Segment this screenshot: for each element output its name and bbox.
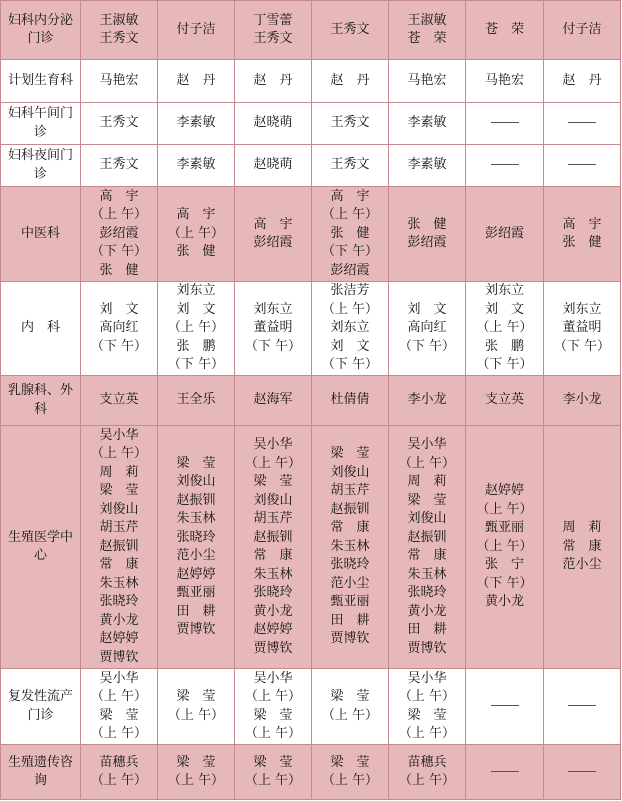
doctor-name: 梁 莹 bbox=[330, 689, 370, 704]
doctor-name: 赵振钏 bbox=[253, 529, 293, 545]
doctor-name: 赵婷婷 bbox=[99, 631, 139, 647]
doctor-name: 梁 莹 bbox=[407, 707, 447, 723]
doctor-name: 赵 丹 bbox=[330, 72, 370, 88]
doctor-cell bbox=[158, 103, 235, 145]
empty-dash bbox=[468, 763, 541, 782]
doctor-name: 常 康 bbox=[253, 548, 293, 563]
doctor-name: 苍 荣 bbox=[484, 21, 524, 37]
doctor-name: 黄小龙 bbox=[253, 603, 293, 619]
doctor-name: 胡玉芹 bbox=[99, 520, 139, 536]
doctor-name: 梁 莹 bbox=[99, 707, 139, 723]
doctor-cell bbox=[312, 282, 389, 376]
doctor-cell bbox=[544, 745, 621, 800]
doctor-name: 赵振钏 bbox=[407, 529, 447, 545]
doctor-cell bbox=[158, 187, 235, 282]
doctor-name: 张 健 bbox=[407, 216, 447, 232]
schedule-row bbox=[1, 745, 621, 800]
doctor-cell bbox=[158, 282, 235, 376]
doctor-name: （上 午） bbox=[398, 455, 456, 471]
doctor-name: 朱玉林 bbox=[330, 538, 370, 554]
doctor-cell bbox=[312, 426, 389, 669]
doctor-name: （上 午） bbox=[167, 707, 225, 723]
doctor-cell bbox=[389, 669, 466, 745]
doctor-name: 胡玉芹 bbox=[253, 511, 293, 526]
doctor-name: 贾博钦 bbox=[176, 622, 216, 637]
doctor-cell bbox=[312, 187, 389, 282]
doctor-name: 刘东立 bbox=[484, 283, 524, 299]
schedule-row bbox=[1, 669, 621, 745]
doctor-name: 黄小龙 bbox=[407, 603, 447, 619]
doctor-cell bbox=[235, 1, 312, 60]
doctor-name: 贾博钦 bbox=[407, 640, 447, 656]
doctor-name: （上 午） bbox=[476, 538, 533, 554]
doctor-cell bbox=[158, 426, 235, 669]
doctor-name: （下 午） bbox=[553, 338, 611, 354]
doctor-name: 刘 文 bbox=[176, 301, 216, 317]
doctor-name: 赵婷婷 bbox=[176, 566, 216, 582]
doctor-name: 胡玉芹 bbox=[330, 483, 370, 499]
doctor-name: 贾博钦 bbox=[330, 631, 370, 647]
doctor-name: （上 午） bbox=[244, 773, 302, 788]
doctor-name: （下 午） bbox=[90, 244, 148, 260]
doctor-name: 甄亚丽 bbox=[176, 585, 216, 600]
doctor-name: 刘 文 bbox=[330, 338, 370, 354]
doctor-cell bbox=[466, 145, 544, 187]
doctor-name: （上 午） bbox=[398, 689, 456, 704]
doctor-name: 赵振钏 bbox=[99, 538, 139, 554]
doctor-name: 张晓玲 bbox=[99, 594, 139, 610]
doctor-cell bbox=[235, 745, 312, 800]
department-label: 计划生育科 bbox=[1, 60, 81, 103]
doctor-cell bbox=[466, 282, 544, 376]
doctor-name: （上 午） bbox=[321, 207, 379, 223]
doctor-name: 张 健 bbox=[330, 225, 370, 241]
doctor-name: 王秀文 bbox=[253, 31, 293, 46]
doctor-name: 苗穗兵 bbox=[99, 754, 139, 770]
schedule-row bbox=[1, 376, 621, 426]
doctor-name: 刘东立 bbox=[562, 301, 602, 317]
doctor-name: 彭绍霞 bbox=[330, 262, 370, 278]
doctor-cell bbox=[158, 60, 235, 103]
doctor-name: 李素敏 bbox=[407, 115, 447, 131]
empty-dash bbox=[546, 114, 618, 133]
doctor-cell bbox=[81, 103, 158, 145]
doctor-name: 赵振钏 bbox=[176, 492, 216, 508]
doctor-name: 赵 丹 bbox=[253, 72, 293, 88]
schedule-row bbox=[1, 426, 621, 669]
doctor-name: 赵晓萌 bbox=[253, 157, 293, 173]
doctor-cell bbox=[544, 1, 621, 60]
doctor-cell bbox=[158, 145, 235, 187]
doctor-name: 吴小华 bbox=[407, 670, 447, 686]
doctor-name: 常 康 bbox=[407, 548, 447, 563]
doctor-name: 刘俊山 bbox=[330, 464, 370, 480]
schedule-row bbox=[1, 1, 621, 60]
doctor-name: 朱玉林 bbox=[176, 511, 216, 526]
doctor-name: 王秀文 bbox=[99, 115, 139, 131]
doctor-name: 张 鹏 bbox=[484, 338, 524, 354]
doctor-name: 范小尘 bbox=[176, 548, 216, 563]
doctor-name: 董益明 bbox=[253, 320, 293, 336]
doctor-cell bbox=[158, 745, 235, 800]
doctor-cell bbox=[235, 669, 312, 745]
schedule-row bbox=[1, 187, 621, 282]
doctor-name: 田 耕 bbox=[330, 612, 370, 628]
doctor-name: 梁 莹 bbox=[99, 483, 139, 499]
doctor-name: 高向红 bbox=[99, 320, 139, 336]
doctor-cell bbox=[235, 187, 312, 282]
department-label: 乳腺科、外科 bbox=[1, 376, 81, 426]
doctor-cell bbox=[235, 103, 312, 145]
doctor-name: 彭绍霞 bbox=[407, 235, 447, 250]
doctor-name: 刘 文 bbox=[407, 301, 447, 317]
schedule-row bbox=[1, 103, 621, 145]
doctor-name: 吴小华 bbox=[99, 670, 139, 686]
doctor-cell bbox=[312, 145, 389, 187]
doctor-name: （上 午） bbox=[244, 726, 302, 741]
doctor-cell bbox=[544, 426, 621, 669]
doctor-name: 梁 莹 bbox=[253, 754, 293, 770]
doctor-name: 梁 莹 bbox=[176, 689, 216, 704]
doctor-cell bbox=[466, 1, 544, 60]
doctor-name: （下 午） bbox=[90, 338, 148, 354]
doctor-name: 张晓玲 bbox=[330, 557, 370, 573]
doctor-name: 王秀文 bbox=[99, 157, 139, 173]
doctor-cell bbox=[544, 103, 621, 145]
doctor-name: 周 莉 bbox=[562, 520, 602, 536]
doctor-name: 付子洁 bbox=[176, 21, 216, 37]
doctor-cell bbox=[312, 745, 389, 800]
doctor-name: 赵振钏 bbox=[330, 501, 370, 517]
doctor-cell bbox=[544, 669, 621, 745]
doctor-cell bbox=[389, 745, 466, 800]
doctor-name: 支立英 bbox=[484, 392, 524, 408]
doctor-name: 支立英 bbox=[99, 392, 139, 408]
doctor-name: 刘东立 bbox=[253, 301, 293, 317]
doctor-cell bbox=[81, 1, 158, 60]
doctor-name: 常 康 bbox=[330, 520, 370, 536]
empty-dash bbox=[546, 697, 618, 716]
doctor-name: 周 莉 bbox=[99, 464, 139, 480]
doctor-name: 王秀文 bbox=[330, 157, 370, 173]
doctor-name: 赵海军 bbox=[253, 392, 293, 408]
doctor-cell bbox=[466, 669, 544, 745]
doctor-name: 周 莉 bbox=[407, 474, 447, 489]
doctor-cell bbox=[81, 669, 158, 745]
empty-dash bbox=[468, 114, 541, 133]
doctor-name: 范小尘 bbox=[330, 575, 370, 591]
doctor-cell bbox=[81, 60, 158, 103]
doctor-name: 张 鹏 bbox=[176, 338, 216, 354]
doctor-name: 刘 文 bbox=[99, 301, 139, 317]
doctor-cell bbox=[466, 376, 544, 426]
doctor-name: 黄小龙 bbox=[99, 612, 139, 628]
doctor-cell bbox=[544, 282, 621, 376]
doctor-cell bbox=[81, 145, 158, 187]
doctor-name: 刘俊山 bbox=[99, 501, 139, 517]
doctor-name: 贾博钦 bbox=[253, 640, 293, 656]
doctor-name: （上 午） bbox=[90, 446, 148, 462]
doctor-name: 甄亚丽 bbox=[484, 520, 524, 536]
doctor-name: 李小龙 bbox=[407, 392, 447, 408]
doctor-name: 王全乐 bbox=[176, 392, 216, 408]
doctor-name: 张 健 bbox=[176, 244, 216, 260]
schedule-row bbox=[1, 282, 621, 376]
doctor-name: 马艳宏 bbox=[99, 72, 139, 88]
doctor-cell bbox=[312, 376, 389, 426]
doctor-name: 张 健 bbox=[99, 262, 139, 278]
doctor-name: 朱玉林 bbox=[407, 566, 447, 582]
doctor-name: 张 宁 bbox=[484, 557, 524, 573]
doctor-cell bbox=[235, 282, 312, 376]
doctor-name: 丁雪蕾 bbox=[253, 12, 293, 28]
schedule-row bbox=[1, 145, 621, 187]
empty-dash bbox=[468, 697, 541, 716]
department-label: 复发性流产门诊 bbox=[1, 669, 81, 745]
doctor-name: 高 宇 bbox=[99, 188, 139, 204]
doctor-name: （上 午） bbox=[90, 726, 148, 741]
doctor-name: 王秀文 bbox=[99, 31, 139, 46]
doctor-cell bbox=[466, 103, 544, 145]
doctor-name: 吴小华 bbox=[99, 427, 139, 443]
department-label: 妇科夜间门诊 bbox=[1, 145, 81, 187]
doctor-name: 吴小华 bbox=[253, 437, 293, 452]
doctor-cell bbox=[235, 60, 312, 103]
doctor-name: 常 康 bbox=[99, 557, 139, 573]
doctor-cell bbox=[466, 745, 544, 800]
department-label: 生殖医学中心 bbox=[1, 426, 81, 669]
doctor-name: 张晓玲 bbox=[176, 529, 216, 545]
empty-dash bbox=[546, 156, 618, 175]
doctor-cell bbox=[389, 103, 466, 145]
doctor-name: 赵 丹 bbox=[176, 72, 216, 88]
doctor-cell bbox=[389, 60, 466, 103]
doctor-name: （上 午） bbox=[167, 320, 225, 336]
doctor-name: （下 午） bbox=[476, 357, 533, 373]
doctor-name: 马艳宏 bbox=[407, 72, 447, 88]
doctor-name: （上 午） bbox=[167, 773, 225, 788]
doctor-cell bbox=[81, 282, 158, 376]
doctor-cell bbox=[389, 282, 466, 376]
empty-dash bbox=[468, 156, 541, 175]
doctor-name: （下 午） bbox=[321, 357, 379, 373]
doctor-name: （上 午） bbox=[244, 455, 302, 471]
doctor-name: 苍 荣 bbox=[407, 31, 447, 46]
doctor-cell bbox=[312, 1, 389, 60]
doctor-name: 高向红 bbox=[407, 320, 447, 336]
doctor-name: 王淑敏 bbox=[407, 12, 447, 28]
schedule-body bbox=[1, 1, 621, 800]
doctor-name: 王秀文 bbox=[330, 115, 370, 131]
doctor-name: 刘俊山 bbox=[407, 511, 447, 526]
doctor-name: （上 午） bbox=[321, 301, 379, 317]
doctor-cell bbox=[389, 1, 466, 60]
doctor-cell bbox=[81, 745, 158, 800]
doctor-name: （上 午） bbox=[244, 689, 302, 704]
doctor-cell bbox=[544, 60, 621, 103]
doctor-name: 贾博钦 bbox=[99, 649, 139, 665]
doctor-name: 梁 莹 bbox=[407, 492, 447, 508]
doctor-name: 高 宇 bbox=[330, 188, 370, 204]
doctor-name: 李小龙 bbox=[562, 392, 602, 408]
doctor-name: 常 康 bbox=[562, 538, 602, 554]
department-label: 生殖遗传咨询 bbox=[1, 745, 81, 800]
doctor-name: 梁 莹 bbox=[176, 754, 216, 770]
doctor-name: 吴小华 bbox=[253, 670, 293, 686]
doctor-name: 吴小华 bbox=[407, 437, 447, 452]
doctor-cell bbox=[158, 669, 235, 745]
doctor-name: 赵 丹 bbox=[562, 72, 602, 88]
doctor-cell bbox=[312, 60, 389, 103]
doctor-name: 梁 莹 bbox=[330, 446, 370, 462]
doctor-name: 彭绍霞 bbox=[484, 225, 524, 241]
doctor-cell bbox=[466, 60, 544, 103]
doctor-name: 彭绍霞 bbox=[253, 235, 293, 250]
department-label: 中医科 bbox=[1, 187, 81, 282]
doctor-name: 张洁芳 bbox=[330, 283, 370, 299]
doctor-name: 高 宇 bbox=[176, 207, 216, 223]
department-label: 内 科 bbox=[1, 282, 81, 376]
doctor-name: 朱玉林 bbox=[99, 575, 139, 591]
doctor-name: 甄亚丽 bbox=[330, 594, 370, 610]
doctor-name: （上 午） bbox=[476, 501, 533, 517]
doctor-name: （下 午） bbox=[321, 244, 379, 260]
empty-dash bbox=[546, 763, 618, 782]
doctor-name: 赵婷婷 bbox=[484, 483, 524, 499]
doctor-name: （上 午） bbox=[90, 773, 148, 788]
doctor-name: 王秀文 bbox=[330, 21, 370, 37]
doctor-name: 王淑敏 bbox=[99, 12, 139, 28]
doctor-cell bbox=[312, 103, 389, 145]
doctor-name: 刘东立 bbox=[176, 283, 216, 299]
doctor-cell bbox=[81, 426, 158, 669]
doctor-name: 梁 莹 bbox=[176, 455, 216, 471]
doctor-name: 赵晓萌 bbox=[253, 115, 293, 131]
doctor-cell bbox=[312, 669, 389, 745]
doctor-name: （上 午） bbox=[398, 726, 456, 741]
doctor-name: 张晓玲 bbox=[253, 585, 293, 600]
doctor-name: 杜倩倩 bbox=[330, 392, 370, 408]
doctor-name: 彭绍霞 bbox=[99, 225, 139, 241]
doctor-name: 苗穗兵 bbox=[407, 754, 447, 770]
doctor-cell bbox=[389, 187, 466, 282]
doctor-name: （上 午） bbox=[167, 225, 225, 241]
doctor-name: （下 午） bbox=[476, 575, 533, 591]
doctor-cell bbox=[389, 426, 466, 669]
doctor-name: （上 午） bbox=[321, 773, 379, 788]
doctor-name: 刘东立 bbox=[330, 320, 370, 336]
doctor-name: 梁 莹 bbox=[253, 707, 293, 723]
doctor-cell bbox=[544, 376, 621, 426]
doctor-cell bbox=[466, 426, 544, 669]
doctor-name: 刘俊山 bbox=[253, 492, 293, 508]
doctor-name: 梁 莹 bbox=[253, 474, 293, 489]
doctor-cell bbox=[466, 187, 544, 282]
doctor-name: 李素敏 bbox=[176, 115, 216, 131]
doctor-cell bbox=[544, 145, 621, 187]
doctor-name: （下 午） bbox=[244, 338, 302, 354]
doctor-cell bbox=[389, 145, 466, 187]
doctor-name: 黄小龙 bbox=[484, 594, 524, 610]
doctor-name: 马艳宏 bbox=[484, 72, 524, 88]
doctor-name: 董益明 bbox=[562, 320, 602, 336]
doctor-name: （上 午） bbox=[476, 320, 533, 336]
doctor-cell bbox=[158, 376, 235, 426]
doctor-name: 李素敏 bbox=[407, 157, 447, 173]
doctor-name: 张 健 bbox=[562, 235, 602, 250]
doctor-name: （上 午） bbox=[398, 773, 456, 788]
doctor-name: 高 宇 bbox=[562, 216, 602, 232]
doctor-name: （下 午） bbox=[167, 357, 225, 373]
doctor-name: 高 宇 bbox=[253, 216, 293, 232]
doctor-cell bbox=[81, 376, 158, 426]
doctor-cell bbox=[235, 376, 312, 426]
doctor-name: （上 午） bbox=[321, 707, 379, 723]
doctor-cell bbox=[544, 187, 621, 282]
doctor-cell bbox=[158, 1, 235, 60]
doctor-name: （上 午） bbox=[90, 207, 148, 223]
doctor-name: （下 午） bbox=[398, 338, 456, 354]
doctor-name: 张晓玲 bbox=[407, 585, 447, 600]
doctor-name: 朱玉林 bbox=[253, 566, 293, 582]
doctor-name: （上 午） bbox=[90, 689, 148, 704]
doctor-name: 田 耕 bbox=[407, 622, 447, 637]
doctor-name: 刘俊山 bbox=[176, 474, 216, 489]
doctor-name: 付子洁 bbox=[562, 21, 602, 37]
doctor-cell bbox=[81, 187, 158, 282]
doctor-cell bbox=[235, 426, 312, 669]
department-label: 妇科内分泌门诊 bbox=[1, 1, 81, 60]
doctor-name: 梁 莹 bbox=[330, 754, 370, 770]
schedule-row bbox=[1, 60, 621, 103]
department-label: 妇科午间门诊 bbox=[1, 103, 81, 145]
doctor-name: 田 耕 bbox=[176, 603, 216, 619]
doctor-name: 范小尘 bbox=[562, 557, 602, 573]
doctor-cell bbox=[389, 376, 466, 426]
doctor-name: 赵婷婷 bbox=[253, 622, 293, 637]
doctor-name: 刘 文 bbox=[484, 301, 524, 317]
doctor-cell bbox=[235, 145, 312, 187]
doctor-name: 李素敏 bbox=[176, 157, 216, 173]
